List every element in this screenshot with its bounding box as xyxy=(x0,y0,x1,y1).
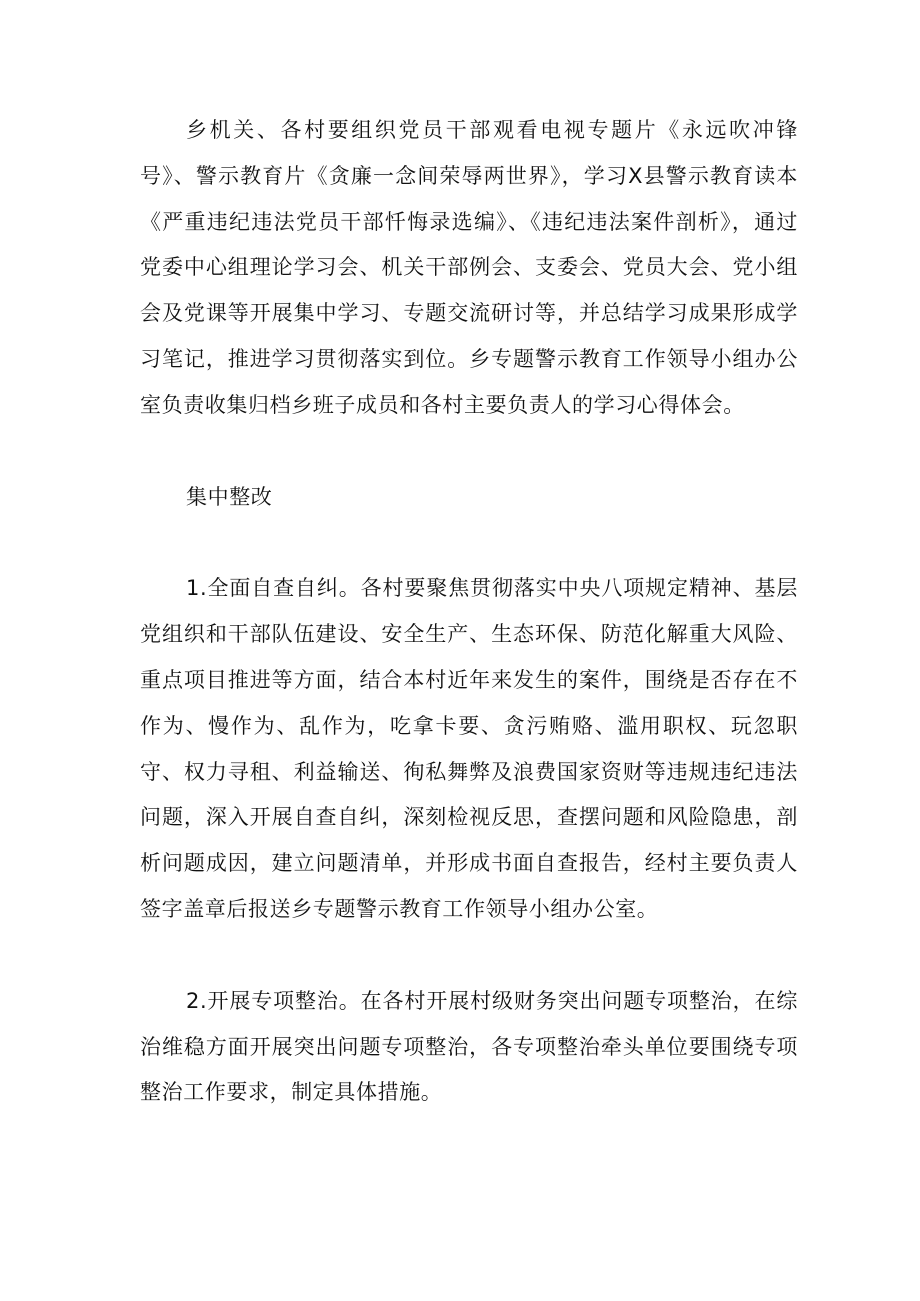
paragraph-study-materials: 乡机关、各村要组织党员干部观看电视专题片《永远吹冲锋号》、警示教育片《贪廉一念间荣辱两世界》，学习X县警示教育读本《严重违纪违法党员干部忏悔录选编》、《违纪违法案件剖析》，通过党委中心组理论学习会、机关干部例会、支委会、党员大会、党小组会及党课等开展集中学习、专题交流研讨等，并总结学习成果形成学习笔记，推进学习贯彻落实到位。乡专题警示教育工作领导小组办公室负责收集归档乡班子成员和各村主要负责人的学习心得体会。 xyxy=(140,118,798,417)
paragraph-self-inspection: 1.全面自查自纠。各村要聚焦贯彻落实中央八项规定精神、基层党组织和干部队伍建设、安全生产、生态环保、防范化解重大风险、重点项目推进等方面，结合本村近年来发生的案件，围绕是否存在不作为、慢作为、乱作为，吃拿卡要、贪污贿赂、滥用职权、玩忽职守、权力寻租、利益输送、徇私舞弊及浪费国家资财等违规违纪违法问题，深入开展自查自纠，深刻检视反思，查摆问题和风险隐患，剖析问题成因，建立问题清单，并形成书面自查报告，经村主要负责人签字盖章后报送乡专题警示教育工作领导小组办公室。 xyxy=(140,576,798,921)
paragraph-special-rectification: 2.开展专项整治。在各村开展村级财务突出问题专项整治，在综治维稳方面开展突出问题专项整治，各专项整治牵头单位要围绕专项整治工作要求，制定具体措施。 xyxy=(140,988,798,1105)
document-page xyxy=(140,108,798,1162)
section-heading-centralized-rectification: 集中整改 xyxy=(186,484,273,509)
